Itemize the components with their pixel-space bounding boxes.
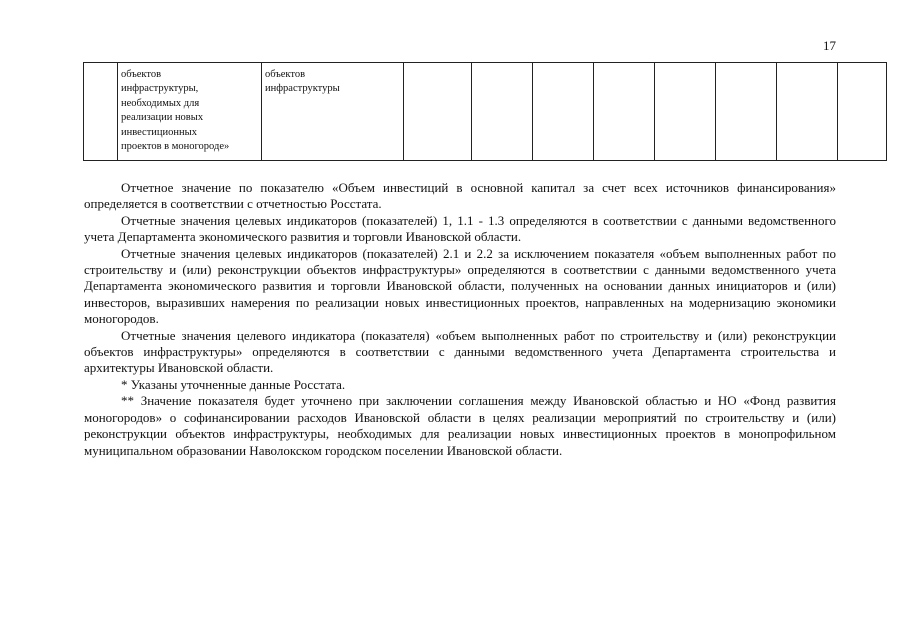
table-cell-value (472, 63, 533, 161)
table-cell-value (838, 63, 887, 161)
footnote-fund: ** Значение показателя будет уточнено при заключении соглашения между Ивановской областью и НО «Фонд развития моногородов» о софинансировании расходов Ивановской области в целях реализации мероприятий по строительству и (или) реконструкции объектов инфраструктуры, необходимых для реализации новых инвестиционных проектов в монопрофильном муниципальном образовании Наволокском городском поселении Ивановской области. (84, 393, 836, 458)
note-paragraph-indicators-1: Отчетные значения целевых индикаторов (показателей) 1, 1.1 - 1.3 определяются в соответствии с данными ведомственного учета Департамента экономического развития и торговли Ивановской области. (84, 212, 836, 245)
table-cell-value (655, 63, 716, 161)
table-row (84, 63, 887, 161)
table-cell-value (594, 63, 655, 161)
note-paragraph-investment: Отчетное значение по показателю «Объем инвестиций в основной капитал за счет всех источников финансирования» определяется в соответствии с отчетностью Росстата. (84, 180, 836, 212)
note-paragraph-construction: Отчетные значения целевого индикатора (показателя) «объем выполненных работ по строительству и (или) реконструкции объектов инфраструктуры» определяются в соответствии с данными ведомственного учета Департамента строительства и архитектуры Ивановской области. (84, 327, 836, 376)
table-cell-value (777, 63, 838, 161)
notes-text (84, 180, 836, 459)
table-cell-value (716, 63, 777, 161)
table-cell-value (404, 63, 472, 161)
note-paragraph-indicators-2: Отчетные значения целевых индикаторов (показателей) 2.1 и 2.2 за исключением показателя «объем выполненных работ по строительству и (или) реконструкции объектов инфраструктуры» определяются в соответствии с данными ведомственного учета Департамента экономического развития и торговли Ивановской области, полученных на основании данных инициаторов и (или) инвесторов, выразивших намерения по реализации новых инвестиционных проектов, направленных на модернизацию экономики моногородов. (84, 245, 836, 327)
footnote-rosstat: * Указаны уточненные данные Росстата. (121, 376, 346, 392)
table-cell-indicator-name: объектов инфраструктуры, необходимых для реализации новых инвестиционных проектов в моногороде» (118, 63, 262, 161)
page-number: 17 (823, 38, 836, 53)
table-cell-value (533, 63, 594, 161)
table-cell-number (84, 63, 118, 161)
continued-indicators-table (83, 62, 887, 161)
table-cell-unit: объектов инфраструктуры (262, 63, 404, 161)
